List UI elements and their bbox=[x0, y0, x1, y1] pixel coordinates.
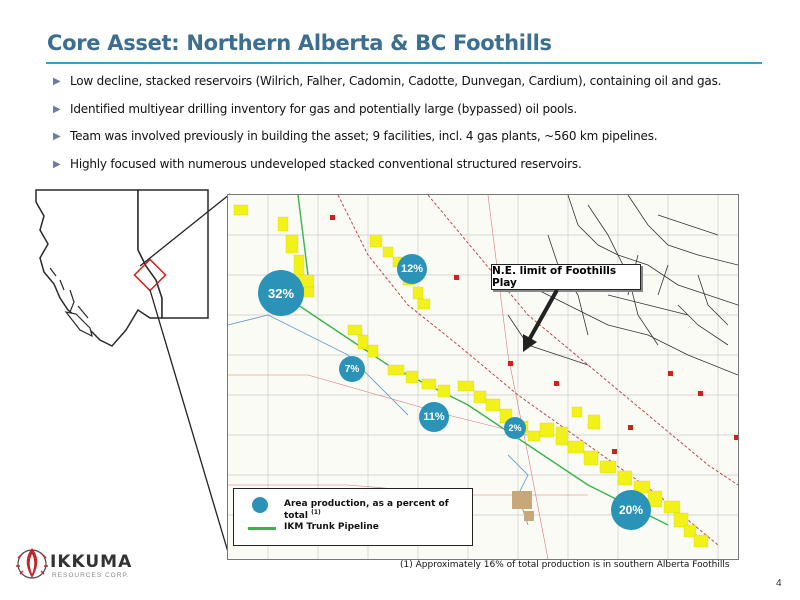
bullet-text: Identified multiyear drilling inventory for gas and potentially large (bypassed) oil pools. bbox=[70, 101, 577, 116]
bubble-label: 20% bbox=[618, 503, 644, 517]
bullet-text: Low decline, stacked reservoirs (Wilrich, Falher, Cadomin, Cadotte, Dunvegan, Cardium), containing oil and gas. bbox=[70, 74, 722, 88]
legend-pipeline-swatch bbox=[248, 527, 276, 530]
legend-bubble-icon bbox=[252, 497, 268, 513]
logo-name: IKKUMA bbox=[50, 552, 133, 572]
page-number: 4 bbox=[776, 578, 782, 589]
footnote: (1) Approximately 16% of total production is in southern Alberta Foothills bbox=[400, 560, 730, 570]
slide-title: Core Asset: Northern Alberta & BC Foothills bbox=[47, 31, 552, 55]
bubble-label: 12% bbox=[400, 263, 424, 275]
bubble-label: 11% bbox=[423, 411, 445, 423]
callout-text: N.E. limit of Foothills Play bbox=[492, 265, 617, 289]
bubble-label: 32% bbox=[267, 285, 295, 301]
logo-flame-icon bbox=[16, 548, 48, 578]
main-map bbox=[227, 194, 737, 558]
legend-area-label: Area production, as a percent of total bbox=[284, 499, 449, 521]
bubble-label: 7% bbox=[344, 363, 360, 375]
bullet-arrow-icon: ▶ bbox=[53, 131, 61, 142]
company-logo bbox=[12, 540, 152, 595]
legend-pipeline-label: IKM Trunk Pipeline bbox=[284, 522, 379, 532]
bubble-label: 2% bbox=[508, 423, 522, 433]
legend-box bbox=[233, 488, 473, 546]
bullet-arrow-icon: ▶ bbox=[53, 76, 61, 87]
bullet-arrow-icon: ▶ bbox=[53, 158, 61, 170]
bullet-text: Team was involved previously in building the asset; 9 facilities, incl. 4 gas plants, ~560 km pipelines. bbox=[70, 129, 658, 143]
legend-area-note: (1) bbox=[311, 509, 321, 516]
bullet-arrow-icon: ▶ bbox=[53, 103, 61, 115]
bullet-text: Highly focused with numerous undeveloped stacked conventional structured reservoirs. bbox=[70, 156, 582, 171]
logo-sub: RESOURCES CORP. bbox=[52, 572, 130, 579]
legend-area bbox=[284, 499, 472, 521]
